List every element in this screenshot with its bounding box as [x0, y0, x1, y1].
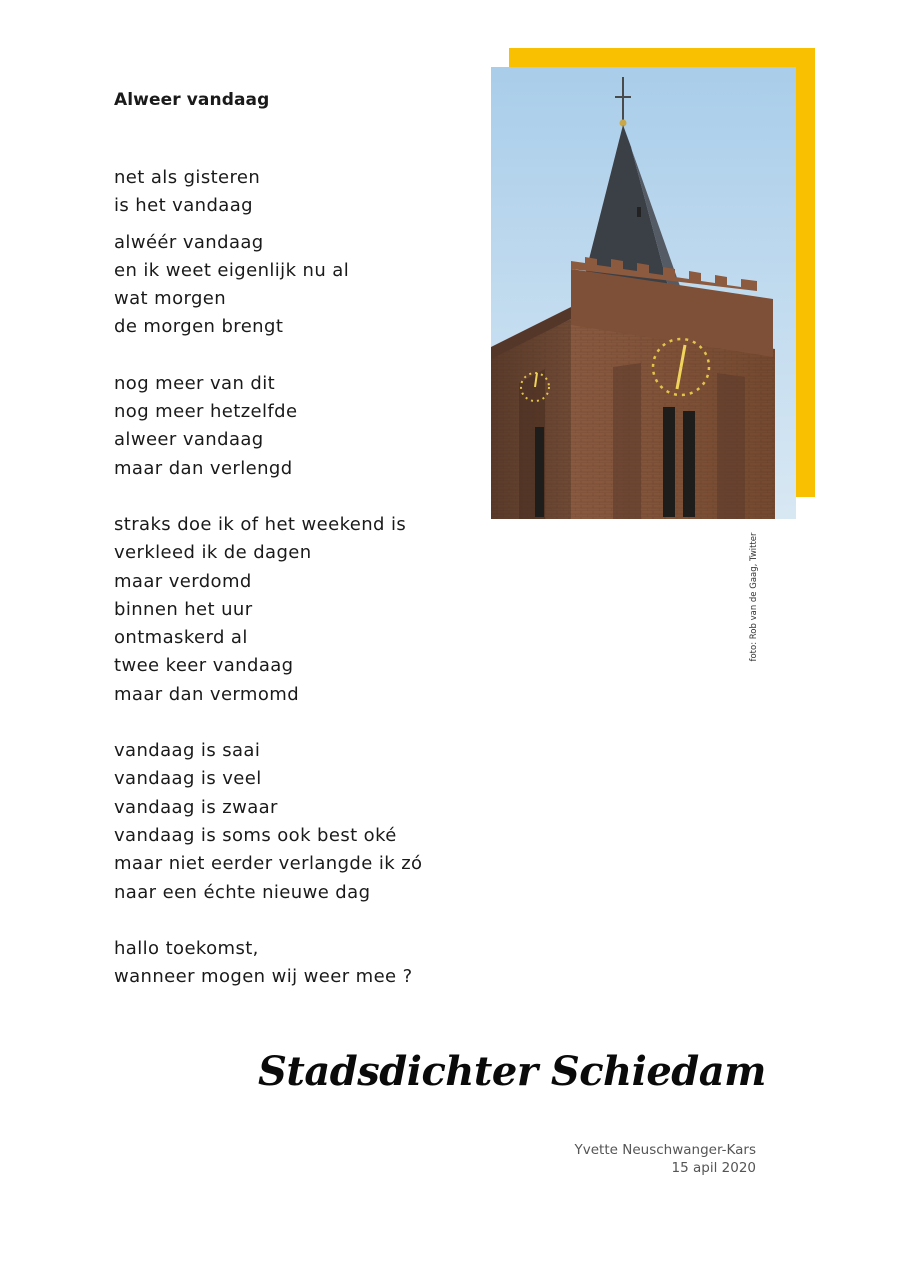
- poem-title: Alweer vandaag: [114, 90, 270, 110]
- poem-line: vandaag is zwaar: [114, 796, 278, 818]
- poem-line: nog meer hetzelfde: [114, 401, 298, 423]
- stanza: [114, 737, 474, 907]
- poem-line: wanneer mogen wij weer mee ?: [114, 966, 413, 988]
- poem-line: ontmaskerd al: [114, 627, 248, 649]
- poem-line: vandaag is saai: [114, 740, 261, 762]
- stanza: [114, 370, 474, 483]
- stanza: [114, 164, 474, 221]
- poem-line: maar verdomd: [114, 570, 252, 592]
- author-name: Yvette Neuschwanger-Kars: [574, 1142, 756, 1158]
- poem-line: wat morgen: [114, 288, 227, 310]
- poem-body: [114, 164, 474, 991]
- poem-line: de morgen brengt: [114, 316, 284, 338]
- poem-line: nog meer van dit: [114, 372, 276, 394]
- stanza: [114, 229, 474, 342]
- poem-line: maar niet eerder verlangde ik zó: [114, 853, 423, 875]
- poem-line: vandaag is veel: [114, 768, 262, 790]
- stanza: [114, 511, 474, 709]
- poem-line: vandaag is soms ook best oké: [114, 824, 397, 846]
- poem-line: verkleed ik de dagen: [114, 542, 312, 564]
- photo-credit: foto: Rob van de Gaag, Twitter: [749, 532, 759, 662]
- poem-line: maar dan vermomd: [114, 683, 300, 705]
- poem-line: is het vandaag: [114, 195, 253, 217]
- poem-line: alwéér vandaag: [114, 231, 264, 253]
- poem-line: binnen het uur: [114, 598, 253, 620]
- poem-line: net als gisteren: [114, 167, 261, 188]
- stanza: [114, 935, 474, 992]
- poem-line: en ik weet eigenlijk nu al: [114, 259, 350, 281]
- poem-date: 15 apil 2020: [671, 1160, 756, 1176]
- stadsdichter-logo: Stadsdichter Schiedam: [258, 1048, 766, 1095]
- poem-line: naar een échte nieuwe dag: [114, 881, 371, 903]
- poem-line: alweer vandaag: [114, 429, 264, 451]
- poem-line: twee keer vandaag: [114, 655, 294, 677]
- poem-line: hallo toekomst,: [114, 937, 259, 959]
- church-tower-photo: [491, 67, 796, 519]
- poem-line: straks doe ik of het weekend is: [114, 513, 407, 535]
- poem-line: maar dan verlengd: [114, 457, 293, 479]
